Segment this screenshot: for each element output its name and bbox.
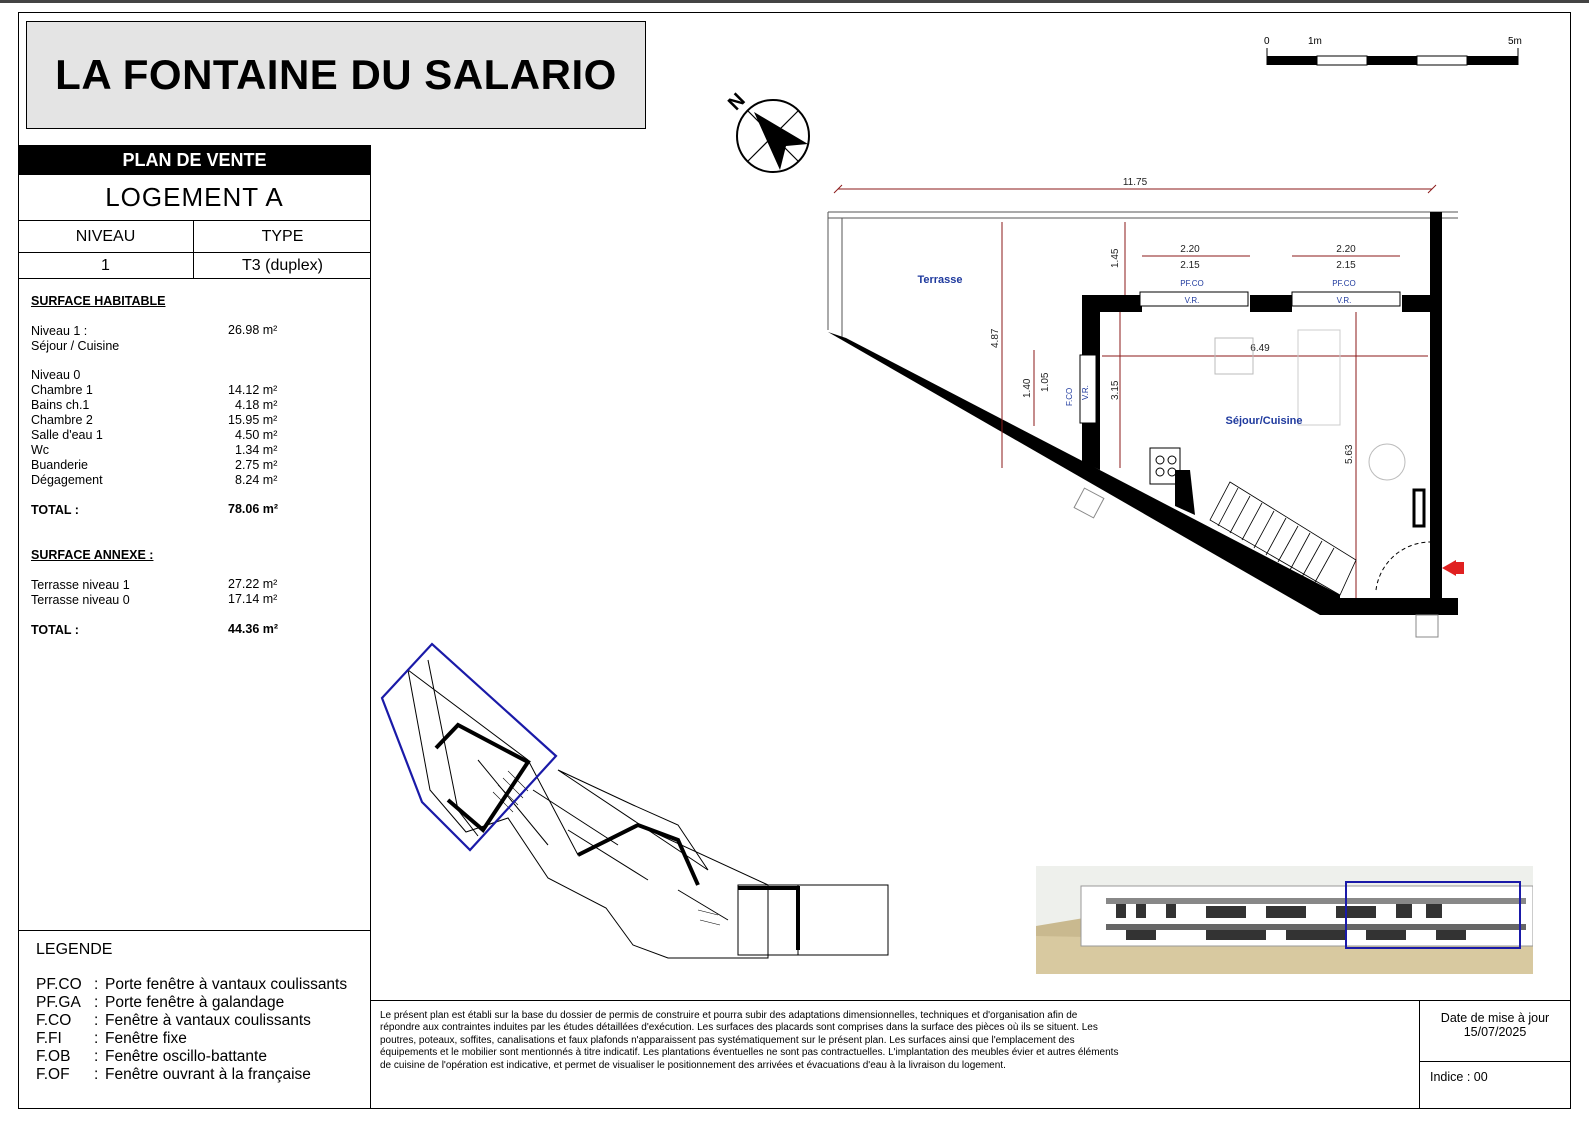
pfco-label-b: PF.CO [1332, 279, 1356, 288]
plan-header: PLAN DE VENTE [18, 145, 371, 175]
entry-arrow-icon [1442, 560, 1456, 576]
level0-label: Niveau 0 [31, 368, 81, 382]
project-title: LA FONTAINE DU SALARIO [26, 21, 646, 129]
room-value: 4.18 m² [235, 398, 278, 412]
legend-item: F.FI : Fenêtre fixe [36, 1030, 187, 1047]
room-value: 14.12 m² [228, 383, 278, 397]
legend-desc: Fenêtre oscillo-battante [105, 1048, 267, 1065]
niveau-value: 1 [18, 253, 194, 279]
room-name: Salle d'eau 1 [31, 428, 103, 442]
disclaimer-text: Le présent plan est établi sur la base du dossier de permis de construire et pourra subir des adaptations dimensionnelles, techniques et d'organisation afin de répondre aux contraintes induites par les études détaillées d'exécution. Les surfaces des placards sont comprises dans la surface des pièces où ils se situent. Les poutres, poteaux, soffites, canalisations et faux plafonds n'apparaissent pas systématiquement sur le présent plan. Les surfaces ainsi que l'emplacement des équipements et le mobilier sont mentionnés à titre indicatif. Les plantations éventuelles ne sont pas contractuelles. L'implantation des meubles évier et autres éléments de cuisine de l'opération est indicative, et permet de visualiser le positionnement des arrivées et évacuations d'eau à la livraison du logement. [380, 1010, 1119, 1071]
dim-220-b: 2.20 [1336, 244, 1356, 255]
annexe-total-label: TOTAL : [31, 623, 79, 637]
date-value: 15/07/2025 [1463, 1025, 1527, 1039]
dim-145: 1.45 [1110, 248, 1121, 268]
legend-item: F.CO : Fenêtre à vantaux coulissants [36, 1012, 311, 1029]
annexe-total-value: 44.36 m² [228, 622, 279, 636]
annexe-name: Terrasse niveau 0 [31, 593, 130, 607]
north-label: N [723, 89, 750, 115]
legend-item: F.OF : Fenêtre ouvrant à la française [36, 1066, 311, 1083]
annexe-value: 27.22 m² [228, 577, 278, 591]
dim-487: 4.87 [990, 328, 1001, 348]
room-name: Bains ch.1 [31, 398, 90, 412]
terrasse-label: Terrasse [917, 274, 963, 286]
room-value: 2.75 m² [235, 458, 278, 472]
floor-plan-drawing [820, 170, 1470, 650]
legend-code: PF.CO [36, 976, 82, 993]
legend-item: F.OB : Fenêtre oscillo-battante [36, 1048, 267, 1065]
surface-habitable-heading: SURFACE HABITABLE [31, 294, 166, 308]
room-name: Chambre 2 [31, 413, 93, 427]
legend-code: F.CO [36, 1012, 72, 1029]
legend-code: F.OF [36, 1066, 70, 1083]
room-value: 1.34 m² [235, 443, 278, 457]
dim-140: 1.40 [1022, 378, 1033, 398]
annexe-name: Terrasse niveau 1 [31, 578, 130, 592]
top-border-line [0, 0, 1589, 3]
legend-desc: Fenêtre ouvrant à la française [105, 1066, 311, 1083]
disclaimer-box [371, 1000, 1419, 1109]
room-name: Chambre 1 [31, 383, 93, 397]
north-arrow-icon [720, 82, 820, 182]
room-name: Dégagement [31, 473, 103, 487]
legend-desc: Porte fenêtre à vantaux coulissants [105, 976, 348, 993]
fco-label: F.CO [1065, 387, 1074, 406]
type-value: T3 (duplex) [242, 257, 323, 274]
indice-label: Indice : 00 [1430, 1070, 1488, 1084]
dim-315: 3.15 [1110, 380, 1121, 400]
dim-215-b: 2.15 [1336, 260, 1356, 271]
legend-desc: Porte fenêtre à galandage [105, 994, 285, 1011]
scale-zero: 0 [1264, 36, 1270, 47]
legend-code: PF.GA [36, 994, 81, 1011]
habitable-total-label: TOTAL : [31, 503, 79, 517]
dim-105: 1.05 [1040, 372, 1051, 392]
room-name: Wc [31, 443, 50, 457]
room-value: 8.24 m² [235, 473, 278, 487]
revision-divider [1420, 1061, 1570, 1062]
logement-title: LOGEMENT A [18, 175, 371, 221]
room-name: Buanderie [31, 458, 88, 472]
legend-code: F.OB [36, 1048, 71, 1065]
legend-heading: LEGENDE [36, 941, 113, 958]
sejour-label: Séjour/Cuisine [1225, 415, 1303, 427]
level1-label: Niveau 1 : [31, 324, 88, 338]
pfco-label-a: PF.CO [1180, 279, 1204, 288]
scale-bar-graphic [1266, 48, 1520, 68]
niveau-type-table [18, 221, 371, 279]
dim-563: 5.63 [1344, 444, 1355, 464]
legend-code: F.FI [36, 1030, 62, 1047]
site-key-plan [378, 640, 898, 980]
dim-649: 6.49 [1250, 343, 1270, 354]
niveau-header: NIVEAU [18, 221, 194, 253]
surface-annexe-heading: SURFACE ANNEXE : [31, 548, 154, 562]
room-value: 15.95 m² [228, 413, 278, 427]
scale-five: 5m [1508, 36, 1522, 47]
legend-item: PF.CO : Porte fenêtre à vantaux coulissants [36, 976, 348, 993]
building-elevation-thumbnail [1036, 866, 1533, 974]
dim-220-a: 2.20 [1180, 244, 1200, 255]
room-value: 4.50 m² [235, 428, 278, 442]
left-info-panel [18, 145, 371, 1109]
date-block [1420, 1011, 1570, 1039]
legend-desc: Fenêtre fixe [105, 1030, 187, 1047]
vr-label-b: V.R. [1336, 296, 1352, 305]
level1-value: 26.98 m² [228, 323, 278, 337]
legend-box [18, 930, 371, 1109]
date-label: Date de mise à jour [1440, 1011, 1550, 1025]
annexe-value: 17.14 m² [228, 592, 278, 606]
dim-215-a: 2.15 [1180, 260, 1200, 271]
legend-desc: Fenêtre à vantaux coulissants [105, 1012, 311, 1029]
type-header: TYPE [194, 221, 371, 253]
dim-overall: 11.75 [1122, 177, 1148, 188]
vr-label-c: V.R. [1081, 385, 1090, 400]
level1-room: Séjour / Cuisine [31, 339, 120, 353]
revision-box [1419, 1000, 1571, 1109]
scale-one: 1m [1308, 36, 1322, 47]
legend-item: PF.GA : Porte fenêtre à galandage [36, 994, 285, 1011]
vr-label-a: V.R. [1184, 296, 1200, 305]
habitable-total-value: 78.06 m² [228, 502, 279, 516]
